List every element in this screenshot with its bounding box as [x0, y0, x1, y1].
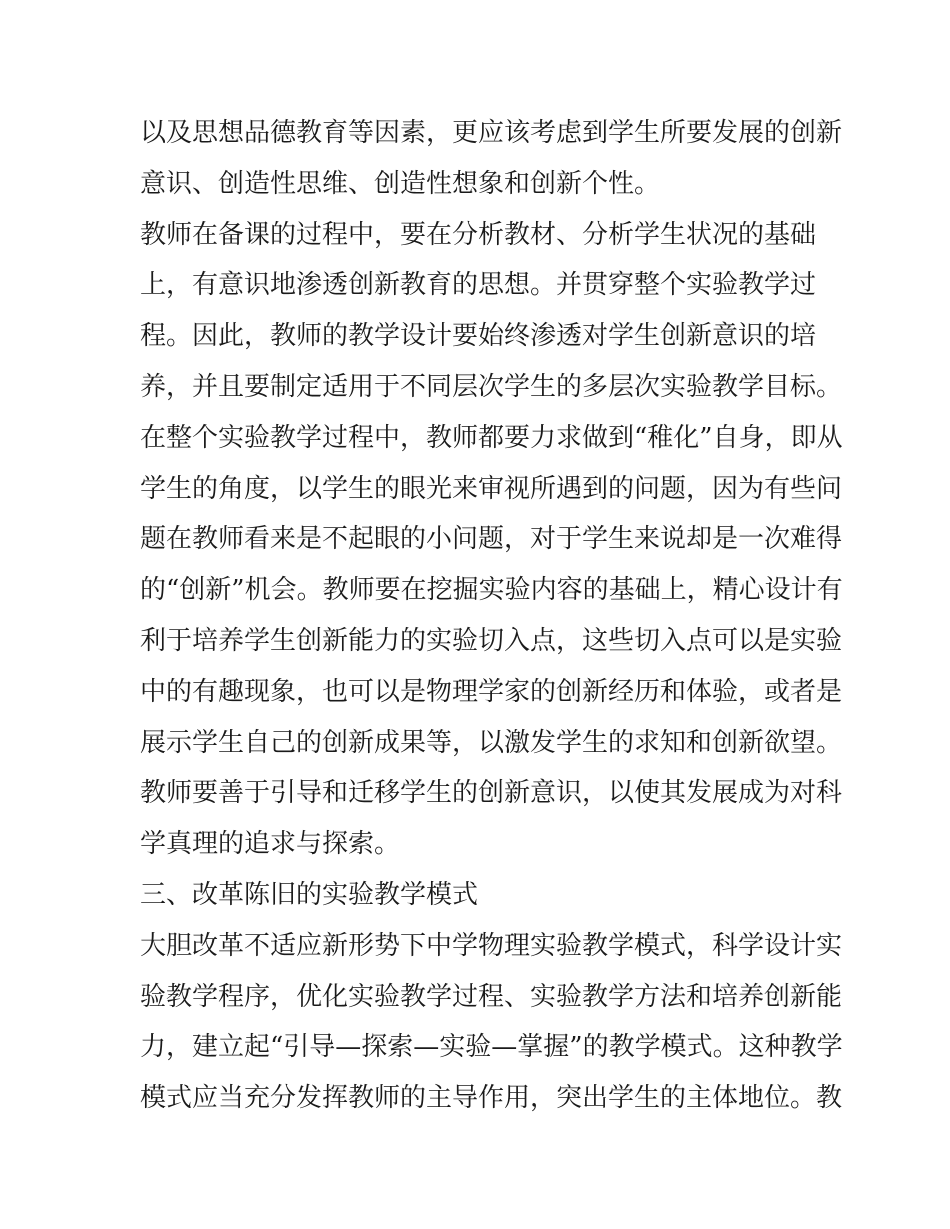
text-line: 的“创新”机会。教师要在挖掘实验内容的基础上，精心设计有	[140, 575, 843, 606]
text-line: 意识、创造性思维、创造性想象和创新个性。	[140, 168, 661, 199]
text-line: 中的有趣现象，也可以是物理学家的创新经历和体验，或者是	[140, 676, 843, 707]
text-line: 以及思想品德教育等因素，更应该考虑到学生所要发展的创新	[140, 118, 843, 148]
section-heading: 三、改革陈旧的实验教学模式	[140, 879, 479, 910]
text-line: 上，有意识地渗透创新教育的思想。并贯穿整个实验教学过	[140, 270, 817, 301]
text-line: 学生的角度，以学生的眼光来审视所遇到的问题，因为有些问	[140, 473, 843, 504]
text-line: 在整个实验教学过程中，教师都要力求做到“稚化”自身，即从	[140, 422, 843, 453]
body-text	[140, 108, 843, 1124]
text-line: 程。因此，教师的教学设计要始终渗透对学生创新意识的培	[140, 321, 817, 352]
text-line: 展示学生自己的创新成果等，以激发学生的求知和创新欲望。	[140, 727, 843, 758]
text-line: 力，建立起“引导—探索—实验—掌握”的教学模式。这种教学	[140, 1032, 843, 1063]
text-line: 题在教师看来是不起眼的小问题，对于学生来说却是一次难得	[140, 524, 843, 555]
text-line: 验教学程序，优化实验教学过程、实验教学方法和培养创新能	[140, 981, 843, 1012]
text-line: 学真理的追求与探索。	[140, 829, 401, 860]
text-line: 教师在备课的过程中，要在分析教材、分析学生状况的基础	[140, 219, 817, 250]
text-line: 养，并且要制定适用于不同层次学生的多层次实验教学目标。	[140, 371, 843, 402]
text-line: 大胆改革不适应新形势下中学物理实验教学模式，科学设计实	[140, 930, 843, 961]
text-line: 教师要善于引导和迁移学生的创新意识，以使其发展成为对科	[140, 778, 843, 809]
text-line: 利于培养学生创新能力的实验切入点，这些切入点可以是实验	[140, 625, 843, 656]
text-line: 模式应当充分发挥教师的主导作用，突出学生的主体地位。教	[140, 1083, 843, 1114]
